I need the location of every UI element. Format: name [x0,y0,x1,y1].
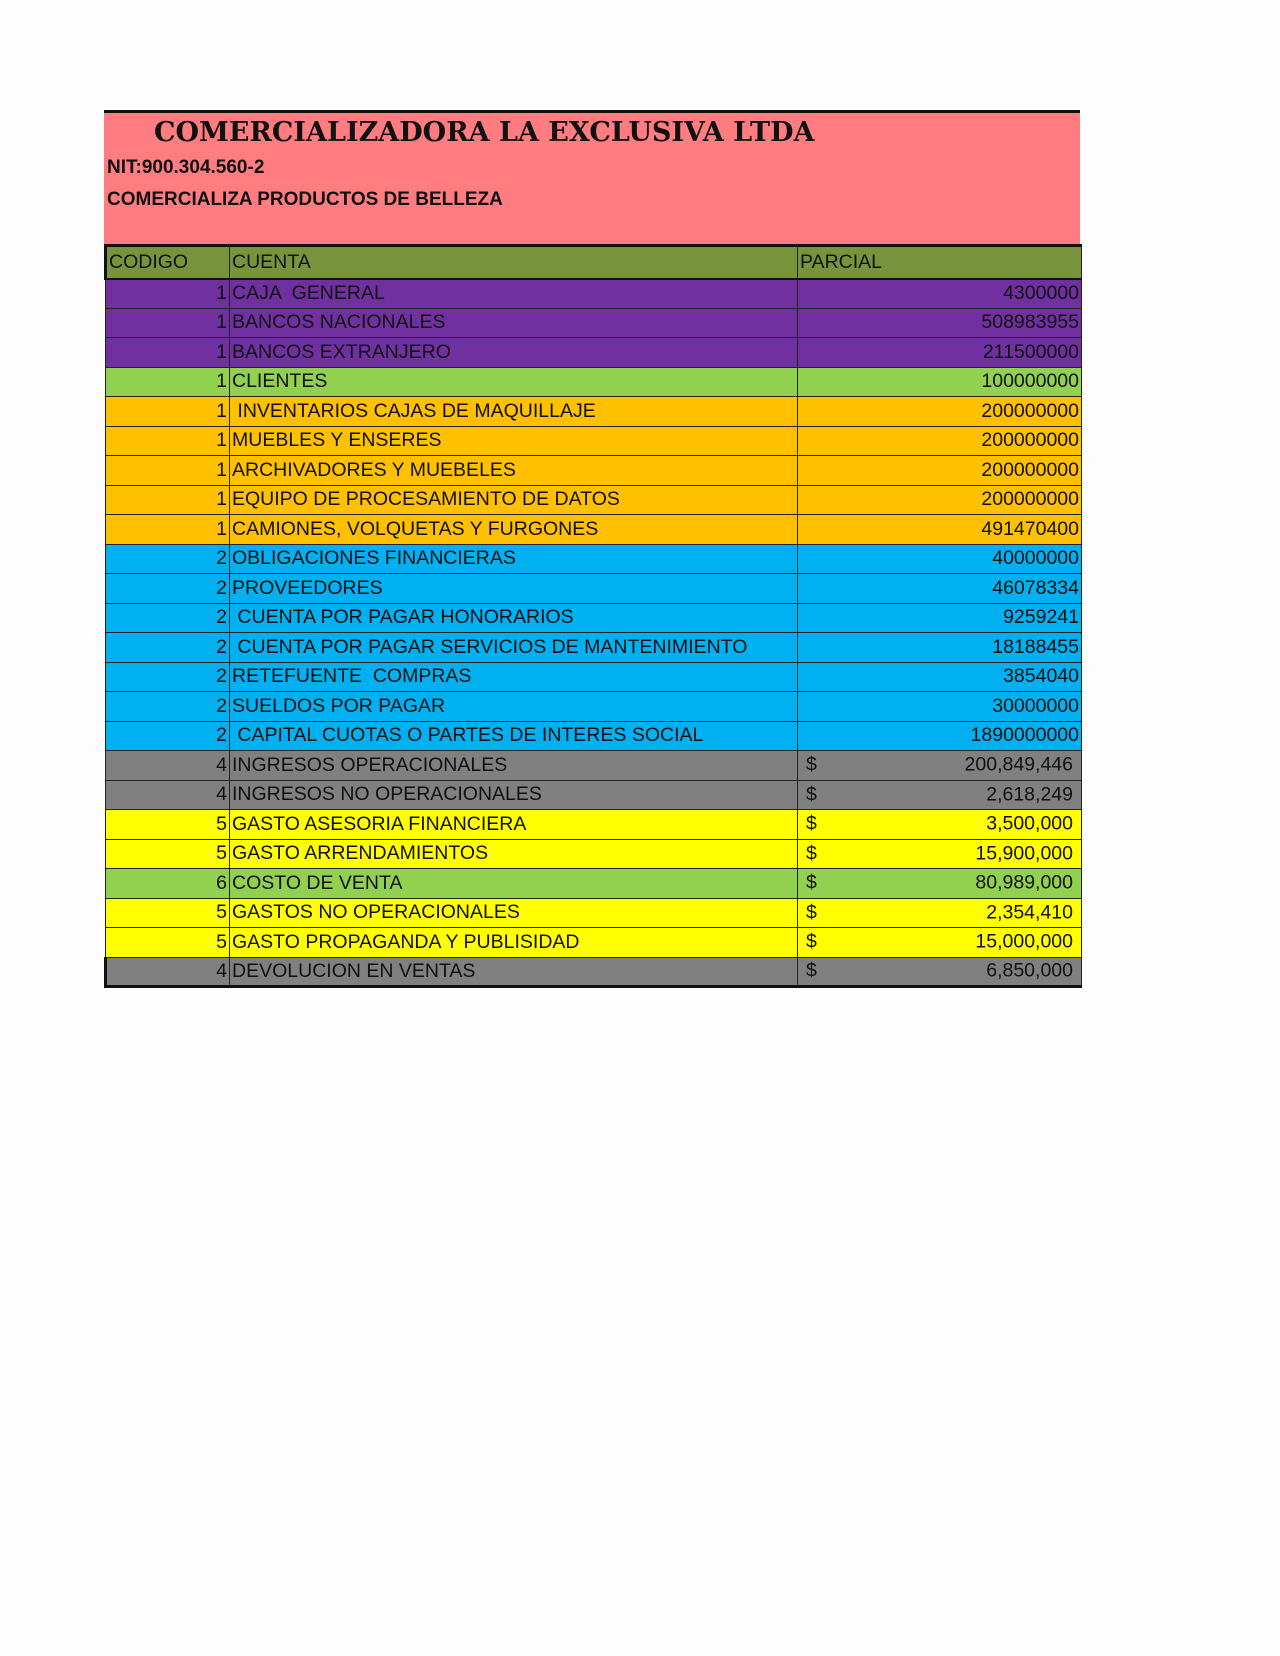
cell-parcial[interactable]: 40000000 [798,544,1082,574]
table-row [106,338,1082,368]
table-row [106,810,1082,840]
table-row [106,957,1082,987]
table-row [106,869,1082,899]
table-row [106,367,1082,397]
currency-symbol: $ [806,812,817,835]
cell-cuenta[interactable]: INGRESOS NO OPERACIONALES [230,780,798,810]
cell-codigo[interactable]: 4 [106,957,230,987]
column-header-parcial[interactable]: PARCIAL [798,246,1082,279]
cell-cuenta[interactable]: EQUIPO DE PROCESAMIENTO DE DATOS [230,485,798,515]
cell-cuenta[interactable]: GASTO ASESORIA FINANCIERA [230,810,798,840]
table-header-row [106,246,1082,279]
table-row [106,485,1082,515]
cell-parcial[interactable]: 30000000 [798,692,1082,722]
cell-parcial[interactable]: 200000000 [798,485,1082,515]
table-row [106,456,1082,486]
cell-cuenta[interactable]: RETEFUENTE COMPRAS [230,662,798,692]
cell-parcial[interactable]: 200000000 [798,397,1082,427]
currency-symbol: $ [806,753,817,776]
cell-parcial[interactable]: 508983955 [798,308,1082,338]
spreadsheet [104,110,1080,988]
cell-codigo[interactable]: 5 [106,898,230,928]
table-row [106,515,1082,545]
currency-symbol: $ [806,901,817,924]
cell-parcial[interactable]: 18188455 [798,633,1082,663]
table-row [106,898,1082,928]
cell-cuenta[interactable]: CUENTA POR PAGAR SERVICIOS DE MANTENIMIENTO [230,633,798,663]
table-row [106,279,1082,309]
cell-codigo[interactable]: 6 [106,869,230,899]
table-row [106,426,1082,456]
cell-cuenta[interactable]: BANCOS EXTRANJERO [230,338,798,368]
cell-cuenta[interactable]: OBLIGACIONES FINANCIERAS [230,544,798,574]
cell-parcial[interactable] [798,957,1082,987]
cell-cuenta[interactable]: CUENTA POR PAGAR HONORARIOS [230,603,798,633]
cell-parcial[interactable]: 100000000 [798,367,1082,397]
cell-codigo[interactable]: 1 [106,279,230,309]
column-header-cuenta[interactable]: CUENTA [230,246,798,279]
cell-parcial[interactable] [798,928,1082,958]
cell-cuenta[interactable]: MUEBLES Y ENSERES [230,426,798,456]
cell-codigo[interactable]: 2 [106,662,230,692]
cell-parcial[interactable] [798,869,1082,899]
amount-value: 2,354,410 [986,901,1073,924]
cell-parcial[interactable] [798,751,1082,781]
cell-parcial[interactable]: 9259241 [798,603,1082,633]
cell-parcial[interactable] [798,898,1082,928]
cell-cuenta[interactable]: BANCOS NACIONALES [230,308,798,338]
cell-codigo[interactable]: 1 [106,397,230,427]
cell-parcial[interactable]: 211500000 [798,338,1082,368]
cell-cuenta[interactable]: SUELDOS POR PAGAR [230,692,798,722]
amount-value: 200,849,446 [964,753,1073,776]
cell-parcial[interactable]: 1890000000 [798,721,1082,751]
cell-cuenta[interactable]: CAPITAL CUOTAS O PARTES DE INTERES SOCIAL [230,721,798,751]
table-row [106,780,1082,810]
currency-symbol: $ [806,959,817,982]
table-row [106,308,1082,338]
cell-codigo[interactable]: 5 [106,810,230,840]
table-row [106,721,1082,751]
cell-codigo[interactable]: 1 [106,367,230,397]
cell-parcial[interactable]: 200000000 [798,426,1082,456]
cell-cuenta[interactable]: CAJA GENERAL [230,279,798,309]
table-row [106,574,1082,604]
company-nit: NIT:900.304.560-2 [107,157,265,178]
cell-codigo[interactable]: 1 [106,308,230,338]
amount-value: 15,900,000 [975,842,1073,865]
table-row [106,633,1082,663]
cell-codigo[interactable]: 2 [106,574,230,604]
column-header-codigo[interactable]: CODIGO [106,246,230,279]
table-row [106,603,1082,633]
cell-parcial[interactable]: 4300000 [798,279,1082,309]
cell-codigo[interactable]: 1 [106,515,230,545]
cell-codigo[interactable]: 2 [106,692,230,722]
cell-cuenta[interactable]: GASTO ARRENDAMIENTOS [230,839,798,869]
currency-symbol: $ [806,930,817,953]
cell-codigo[interactable]: 1 [106,426,230,456]
currency-symbol: $ [806,842,817,865]
cell-codigo[interactable]: 4 [106,751,230,781]
cell-codigo[interactable]: 4 [106,780,230,810]
accounts-table [104,244,1082,988]
company-header [104,110,1080,244]
amount-value: 80,989,000 [975,871,1073,894]
cell-cuenta[interactable]: PROVEEDORES [230,574,798,604]
cell-codigo[interactable]: 2 [106,544,230,574]
amount-value: 3,500,000 [986,812,1073,835]
cell-cuenta[interactable]: GASTOS NO OPERACIONALES [230,898,798,928]
currency-symbol: $ [806,783,817,806]
cell-parcial[interactable]: 46078334 [798,574,1082,604]
company-name: COMERCIALIZADORA LA EXCLUSIVA LTDA [154,117,815,148]
cell-parcial[interactable] [798,780,1082,810]
company-activity: COMERCIALIZA PRODUCTOS DE BELLEZA [107,189,503,210]
cell-parcial[interactable]: 491470400 [798,515,1082,545]
cell-cuenta[interactable]: GASTO PROPAGANDA Y PUBLISIDAD [230,928,798,958]
cell-codigo[interactable]: 2 [106,633,230,663]
cell-codigo[interactable]: 5 [106,928,230,958]
cell-cuenta[interactable]: INVENTARIOS CAJAS DE MAQUILLAJE [230,397,798,427]
amount-value: 2,618,249 [986,783,1073,806]
cell-parcial[interactable]: 3854040 [798,662,1082,692]
cell-parcial[interactable]: 200000000 [798,456,1082,486]
cell-codigo[interactable]: 1 [106,338,230,368]
cell-codigo[interactable]: 1 [106,485,230,515]
cell-cuenta[interactable]: ARCHIVADORES Y MUEBELES [230,456,798,486]
cell-cuenta[interactable]: DEVOLUCION EN VENTAS [230,957,798,987]
cell-codigo[interactable]: 1 [106,456,230,486]
cell-codigo[interactable]: 5 [106,839,230,869]
table-row [106,662,1082,692]
cell-parcial[interactable] [798,839,1082,869]
amount-value: 15,000,000 [975,930,1073,953]
table-row [106,397,1082,427]
amount-value: 6,850,000 [986,959,1073,982]
cell-cuenta[interactable]: CAMIONES, VOLQUETAS Y FURGONES [230,515,798,545]
cell-parcial[interactable] [798,810,1082,840]
table-row [106,544,1082,574]
table-row [106,751,1082,781]
table-row [106,928,1082,958]
cell-cuenta[interactable]: CLIENTES [230,367,798,397]
cell-codigo[interactable]: 2 [106,721,230,751]
cell-cuenta[interactable]: COSTO DE VENTA [230,869,798,899]
currency-symbol: $ [806,871,817,894]
table-row [106,692,1082,722]
cell-cuenta[interactable]: INGRESOS OPERACIONALES [230,751,798,781]
cell-codigo[interactable]: 2 [106,603,230,633]
table-row [106,839,1082,869]
